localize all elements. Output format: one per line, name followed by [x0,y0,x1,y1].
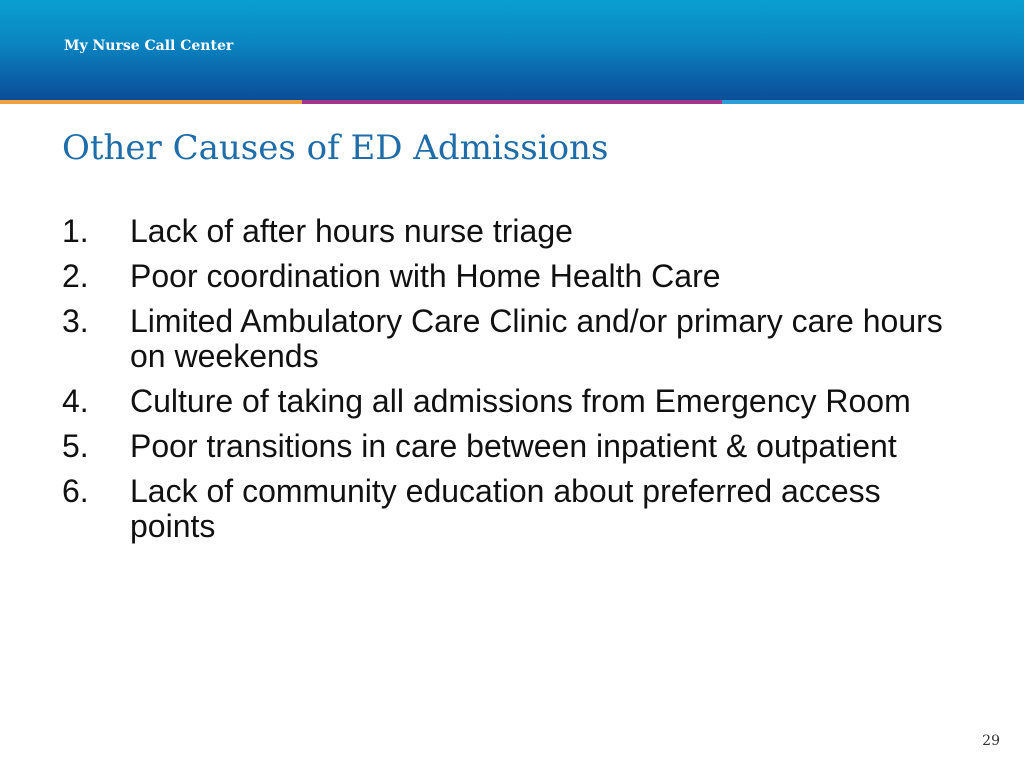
list-item-number: 3. [62,303,89,339]
accent-line-orange [0,100,302,104]
list-item-number: 6. [62,473,89,509]
list-item-text: Lack of community education about preferred access points [130,473,881,544]
list-item-text: Lack of after hours nurse triage [130,213,573,249]
list-item [62,429,962,464]
list-item-text: Limited Ambulatory Care Clinic and/or primary care hours on weekends [130,303,943,374]
list-item-number: 5. [62,428,89,464]
list-item-text: Culture of taking all admissions from Emergency Room [130,383,911,419]
list-item-number: 1. [62,213,89,249]
accent-line-magenta [302,100,722,104]
list-item [62,259,962,294]
list-item-text: Poor transitions in care between inpatient & outpatient [130,428,897,464]
slide-title: Other Causes of ED Admissions [62,128,609,168]
list-item [62,384,962,419]
list-item-text: Poor coordination with Home Health Care [130,258,721,294]
list-item [62,214,962,249]
header-band [0,0,1024,100]
causes-list [62,214,962,554]
accent-line-blue [722,100,1024,104]
list-item [62,474,962,544]
header-title: My Nurse Call Center [64,38,234,54]
page-number: 29 [982,733,1000,749]
list-item-number: 2. [62,258,89,294]
list-item-number: 4. [62,383,89,419]
list-item [62,304,962,374]
